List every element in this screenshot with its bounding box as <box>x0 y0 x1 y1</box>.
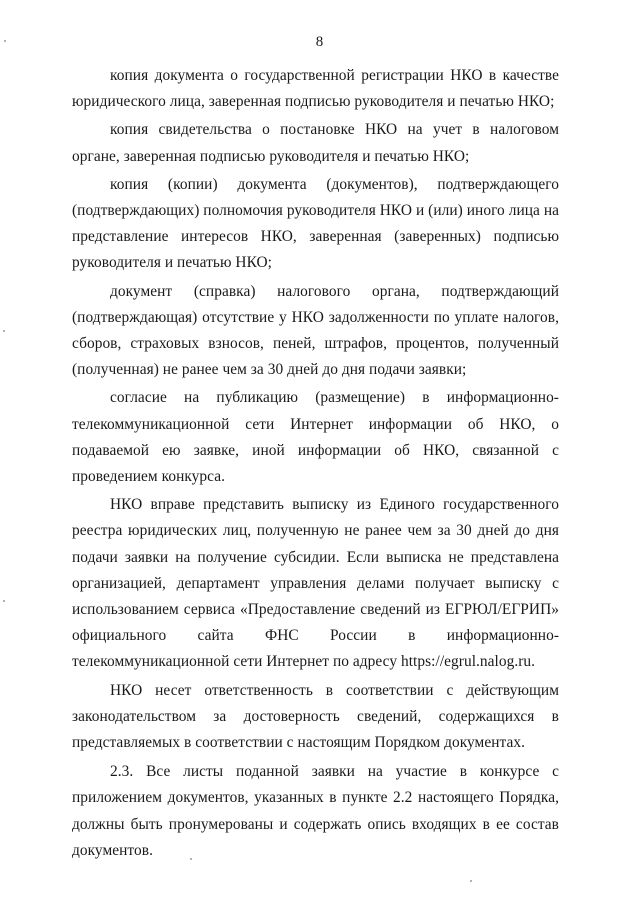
paragraph-publication-consent: согласие на публикацию (размещение) в информационно-телекоммуникационной сети Интернет информации об НКО, о подаваемой ею заявке, иной информации об НКО, связанной с проведением конкурса. <box>72 389 559 486</box>
scan-speck <box>3 600 5 602</box>
paragraph-tax-debt-certificate: документ (справка) налогового органа, подтверждающий (подтверждающая) отсутствие у НКО задолженности по уплате налогов, сборов, страховых взносов, пеней, штрафов, процентов, полученный (полученная) не ранее чем за 30 дней до дня подачи заявки; <box>72 282 559 379</box>
scan-speck <box>3 330 5 332</box>
page-number: 8 <box>315 34 324 50</box>
paragraph-authority-documents: копия (копии) документа (документов), подтверждающего (подтверждающих) полномочия руководителя НКО и (или) иного лица на представление интересов НКО, заверенная (заверенных) подписью руководителя и печатью НКО; <box>72 175 559 272</box>
scan-speck <box>470 880 472 882</box>
document-body <box>72 63 559 864</box>
paragraph-tax-certificate-copy: копия свидетельства о постановке НКО на учет в налоговом органе, заверенная подписью руководителя и печатью НКО; <box>72 121 559 165</box>
paragraph-egrul-extract: НКО вправе представить выписку из Единого государственного реестра юридических лиц, полученную не ранее чем за 30 дней до дня подачи заявки на получение субсидии. Если выписка не представлена организацией, департамент управления делами получает выписку с использованием сервиса «Предоставление сведений из ЕГРЮЛ/ЕГРИП» официального сайта ФНС России в информационно-телекоммуникационной сети Интернет по адресу https://egrul.nalog.ru. <box>72 496 559 671</box>
paragraph-responsibility: НКО несет ответственность в соответствии с действующим законодательством за достоверность сведений, содержащихся в представляемых в соответствии с настоящим Порядком документах. <box>72 681 559 752</box>
paragraph-registration-copy: копия документа о государственной регистрации НКО в качестве юридического лица, заверенная подписью руководителя и печатью НКО; <box>72 67 559 111</box>
scan-speck <box>4 40 6 42</box>
paragraph-section-2-3: 2.3. Все листы поданной заявки на участие в конкурсе с приложением документов, указанных в пункте 2.2 настоящего Порядка, должны быть пронумерованы и содержать опись входящих в ее состав документов. <box>72 763 559 859</box>
scan-speck <box>190 858 192 860</box>
